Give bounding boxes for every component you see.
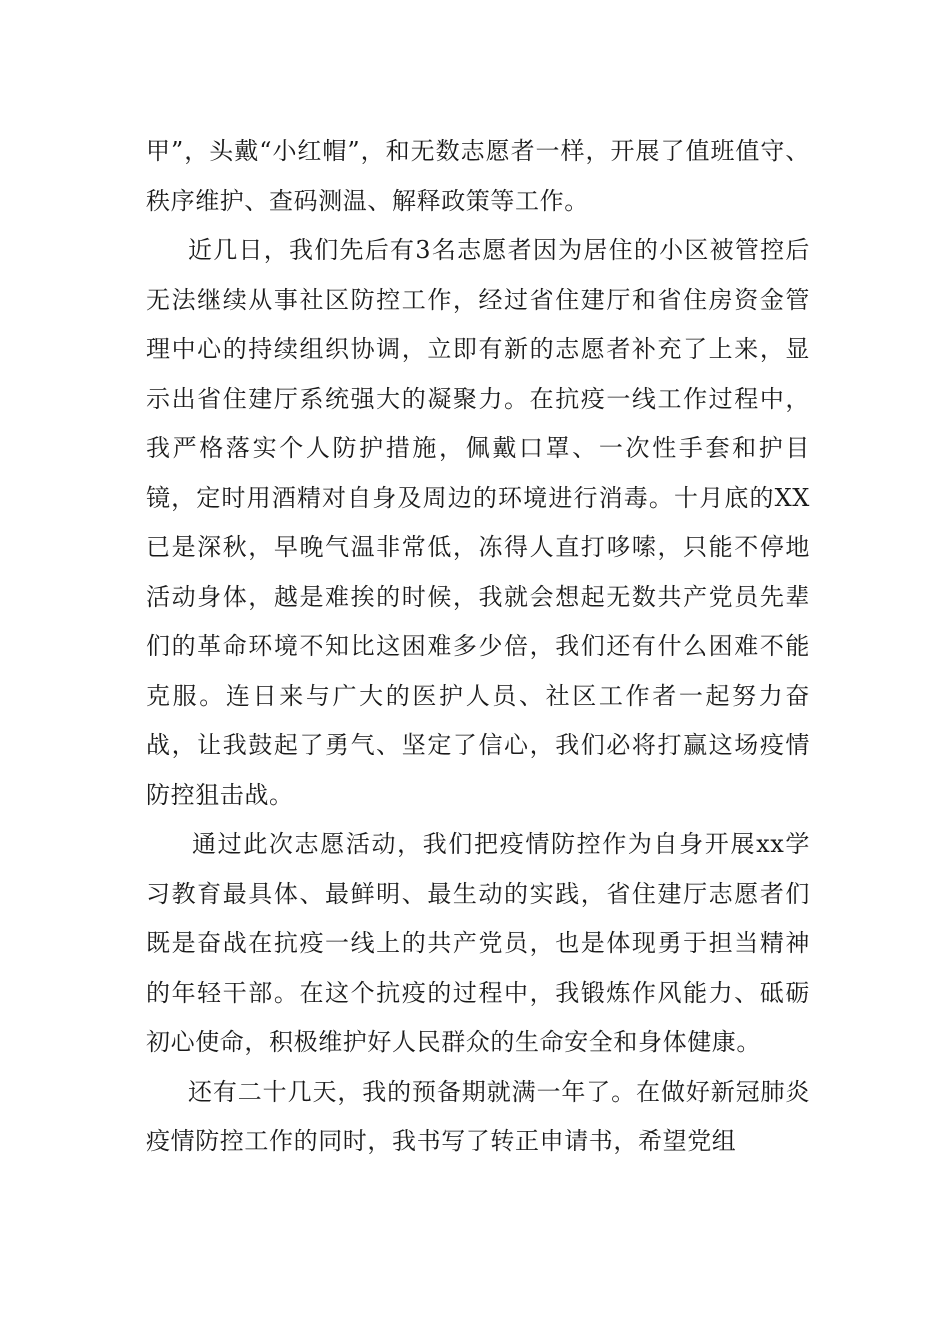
paragraph-continuation: 甲”，头戴“小红帽”，和无数志愿者一样，开展了值班值守、秩序维护、查码测温、解释政策等工作。 bbox=[146, 137, 810, 215]
paragraph-reflection: 通过此次志愿活动，我们把疫情防控作为自身开展xx学习教育最具体、最鲜明、最生动的实践，省住建厅志愿者们既是奋战在抗疫一线上的共产党员，也是体现勇于担当精神的年轻干部。在这个抗疫的过程中，我锻炼作风能力、砥砺初心使命，积极维护好人民群众的生命安全和身体健康。 bbox=[146, 830, 810, 1056]
paragraph-volunteer-work: 近几日，我们先后有3名志愿者因为居住的小区被管控后无法继续从事社区防控工作，经过省住建厅和省住房资金管理中心的持续组织协调，立即有新的志愿者补充了上来，显示出省住建厅系统强大的凝聚力。在抗疫一线工作过程中，我严格落实个人防护措施，佩戴口罩、一次性手套和护目镜，定时用酒精对自身及周边的环境进行消毒。十月底的XX已是深秋，早晚气温非常低，冻得人直打哆嗦，只能不停地活动身体，越是难挨的时候，我就会想起无数共产党员先辈们的革命环境不知比这困难多少倍，我们还有什么困难不能克服。连日来与广大的医护人员、社区工作者一起努力奋战，让我鼓起了勇气、坚定了信心，我们必将打赢这场疫情防控狙击战。 bbox=[146, 236, 810, 809]
paragraph-probation: 还有二十几天，我的预备期就满一年了。在做好新冠肺炎疫情防控工作的同时，我书写了转正申请书，希望党组 bbox=[146, 1077, 810, 1155]
document-body bbox=[146, 127, 810, 1167]
